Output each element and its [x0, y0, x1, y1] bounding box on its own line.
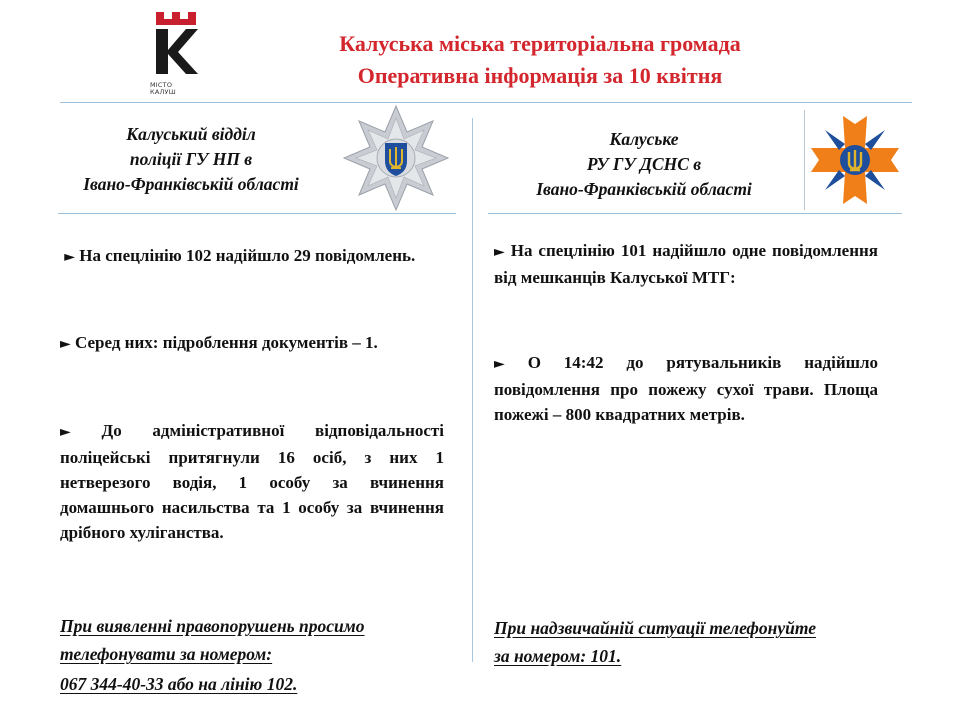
police-text-3: До адміністративної відповідальності поліцейські притягнули 16 осіб, з них 1 нетверезого водія, 1 особу за вчинення домашнього насильства та 1 особу за вчинення дрібного хуліганства. — [60, 421, 444, 542]
page-header — [220, 28, 860, 92]
police-text-2: Серед них: підроблення документів – 1. — [75, 333, 378, 352]
dsns-title-line3: Івано-Франківській області — [536, 179, 752, 199]
dsns-footer-line1: При надзвичайній ситуації телефонуйте — [494, 618, 817, 638]
police-title-line1: Калуський відділ — [126, 124, 256, 144]
police-paragraph-2 — [60, 330, 444, 357]
dsns-title-line1: Калуське — [609, 129, 679, 149]
police-text-1: На спецлінію 102 надійшло 29 повідомлень. — [79, 246, 416, 265]
dsns-text-2: О 14:42 до рятувальників надійшло повідомлення про пожежу сухої трави. Площа пожежі – 800 квадратних метрів. — [494, 353, 878, 424]
dsns-paragraph-1 — [494, 238, 878, 290]
police-paragraph-3 — [60, 418, 444, 545]
police-title-divider — [58, 213, 456, 214]
bullet-arrow-icon: ► — [494, 244, 505, 260]
police-phone-number: 067 344-40-33 або на лінію 102. — [60, 674, 298, 694]
police-footer — [60, 612, 460, 698]
header-subtitle: Оперативна інформація за 10 квітня — [357, 63, 723, 88]
bullet-arrow-icon: ► — [60, 424, 71, 440]
dsns-phone-number: за номером: 101. — [494, 646, 622, 666]
dsns-title-line2: РУ ГУ ДСНС в — [586, 154, 702, 174]
dsns-text-1: На спецлінію 101 надійшло одне повідомлення від мешканців Калуської МТГ: — [494, 241, 878, 287]
dsns-footer — [494, 614, 904, 670]
bullet-arrow-icon: ► — [64, 249, 76, 265]
header-divider — [60, 102, 912, 103]
police-title-line3: Івано-Франківській області — [83, 174, 299, 194]
police-footer-line1: При виявленні правопорушень просимо — [60, 616, 365, 636]
police-footer-line2: телефонувати за номером: — [60, 644, 273, 664]
city-logo — [150, 10, 202, 96]
police-star-emblem-icon — [340, 104, 452, 212]
logo-caption-line1: МІСТО — [150, 81, 173, 89]
police-section-title — [58, 122, 324, 197]
dsns-title-divider — [488, 213, 902, 214]
bullet-arrow-icon: ► — [494, 356, 505, 372]
police-title-line2: поліції ГУ НП в — [129, 149, 253, 169]
column-divider — [472, 118, 473, 662]
kalush-k-logo-icon — [150, 10, 202, 82]
dsns-cross-emblem-icon — [804, 110, 905, 210]
dsns-paragraph-2 — [494, 350, 878, 427]
dsns-section-title — [498, 127, 790, 202]
police-paragraph-1 — [60, 243, 444, 270]
header-title: Калуська міська територіальна громада — [339, 31, 741, 56]
bullet-arrow-icon: ► — [60, 336, 71, 352]
logo-caption-line2: КАЛУШ — [150, 88, 176, 96]
